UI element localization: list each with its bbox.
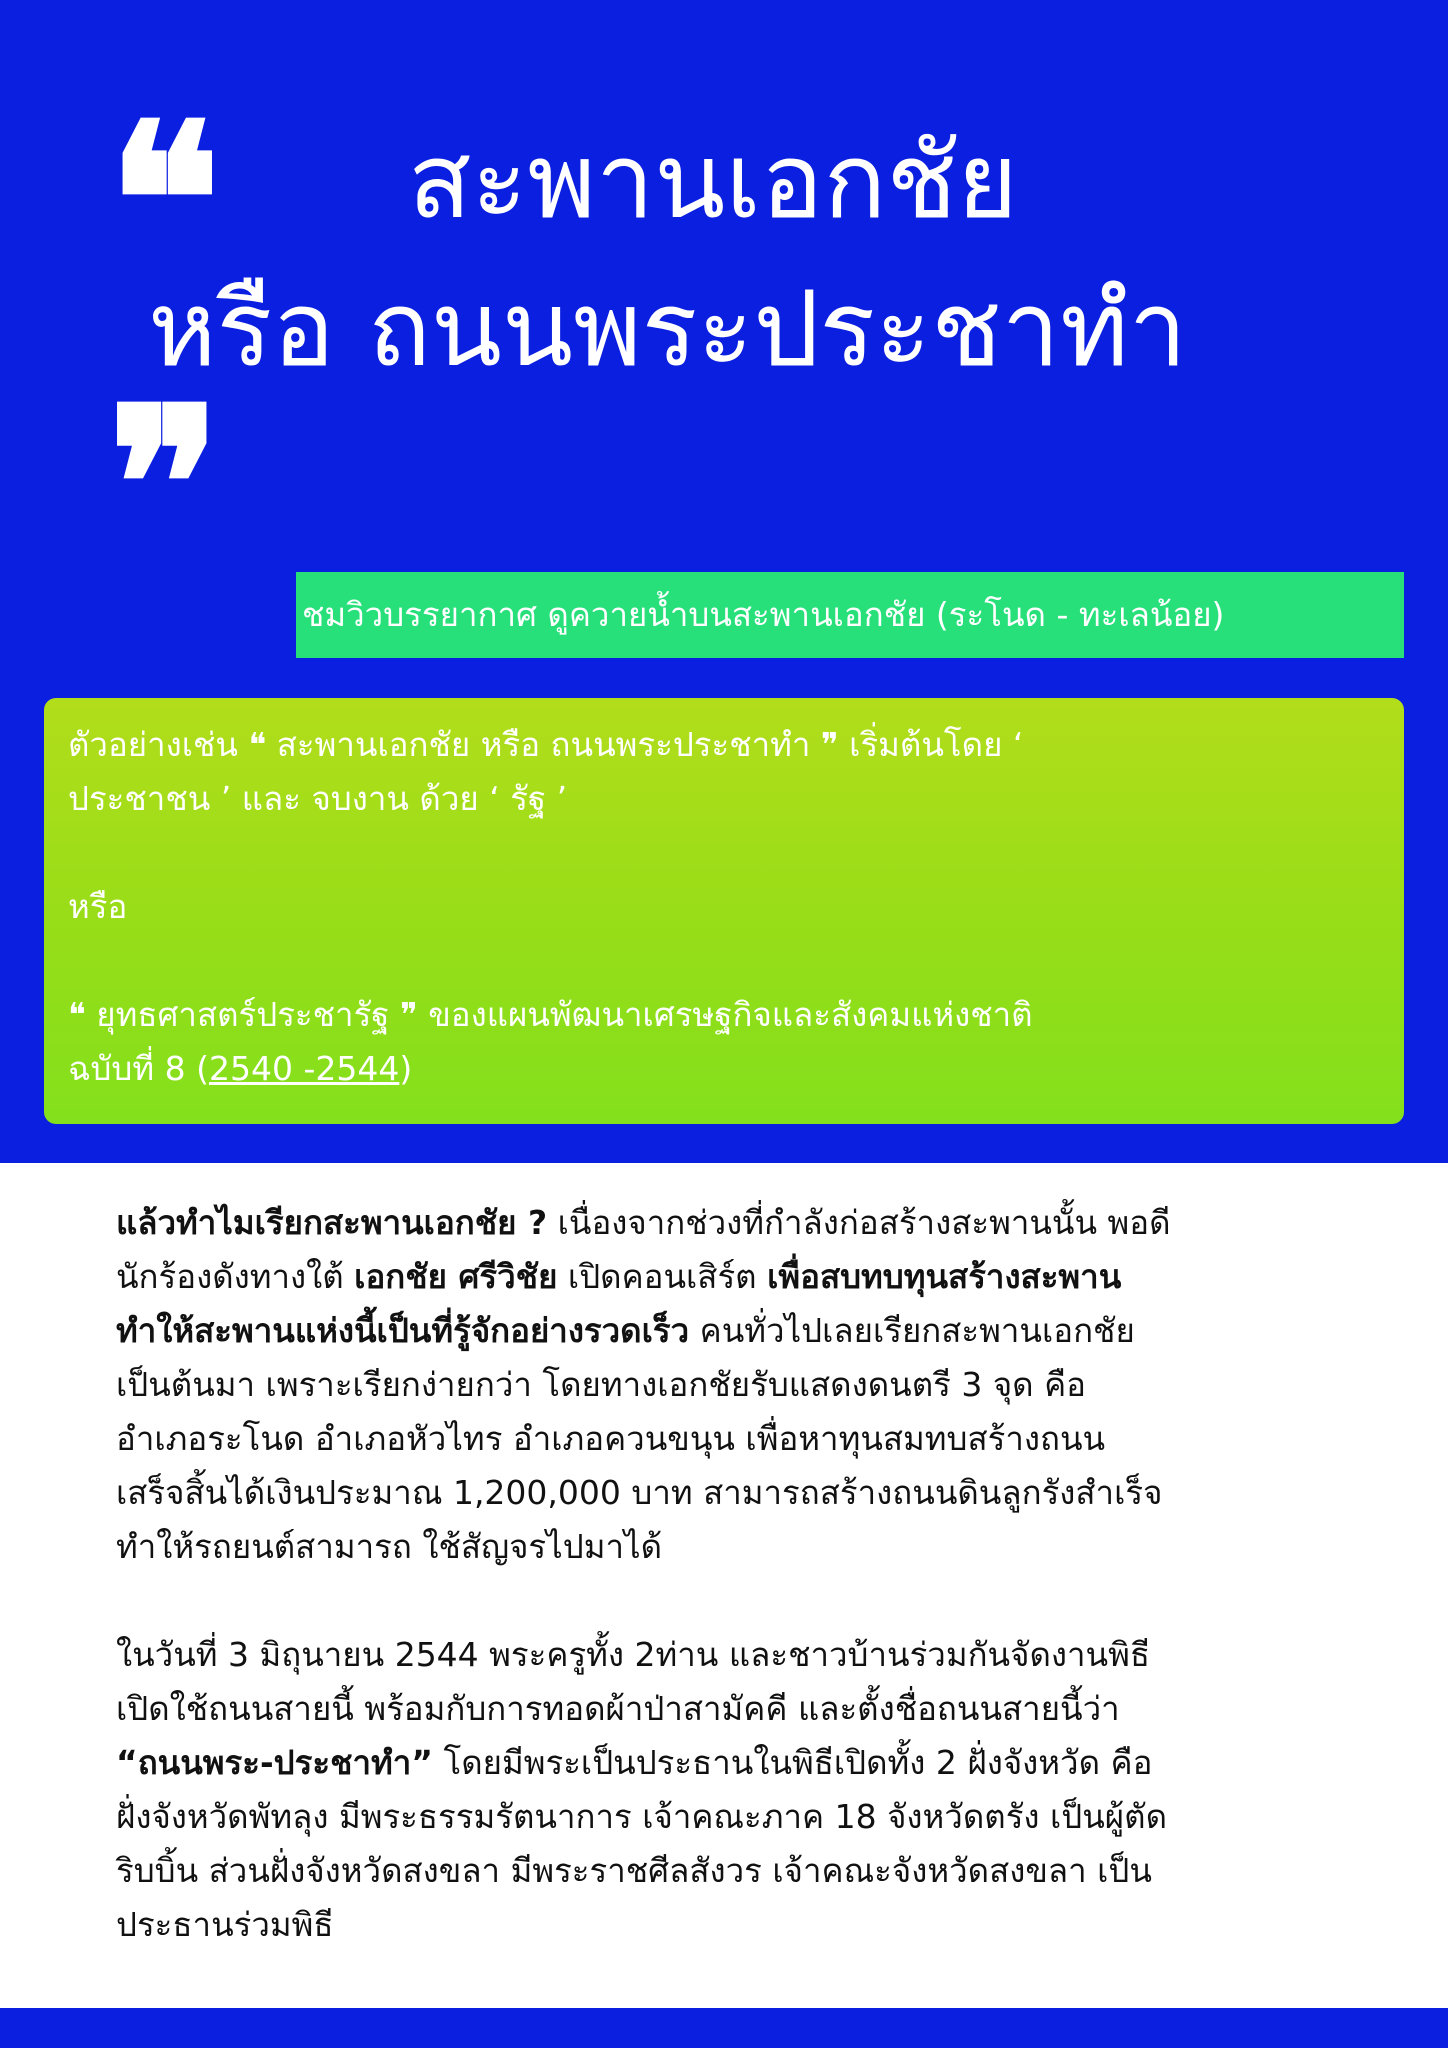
paragraph-line: เสร็จสิ้นได้เงินประมาณ 1,200,000 บาท สามารถสร้างถนนดินลูกรังสำเร็จ [116,1473,1163,1512]
paragraph-line: เปิดใช้ถนนสายนี้ พร้อมกับการทอดผ้าป่าสามัคคี และตั้งชื่อถนนสายนี้ว่า [116,1689,1120,1728]
example-line-5-suffix: ) [399,1049,413,1088]
road-name: “ถนนพระ-ประชาทำ” [116,1743,433,1782]
plan-years-link[interactable]: 2540 -2544 [208,1049,400,1088]
paragraph-line: เป็นต้นมา เพราะเรียกง่ายกว่า โดยทางเอกชัยรับแสดงดนตรี 3 จุด คือ [116,1365,1086,1404]
paragraph-line [116,1736,1366,1790]
example-line-3: หรือ [68,887,128,926]
text-span: นักร้องดังทางใต้ [116,1257,355,1296]
bold-span: ทำให้สะพานแห่งนี้เป็นที่รู้จักอย่างรวดเร็ว [116,1311,690,1350]
singer-name: เอกชัย ศรีวิชัย [354,1257,558,1296]
question-heading: แล้วทำไมเรียกสะพานเอกชัย ? [116,1203,548,1242]
example-line-5 [68,1042,1380,1096]
close-quote-mark: ❞ [108,361,221,608]
example-line-1: ตัวอย่างเช่น ❝ สะพานเอกชัย หรือ ถนนพระประชาทำ ❞ เริ่มต้นโดย ‘ [68,725,1024,764]
example-line-2: ประชาชน ’ และ จบงาน ด้วย ‘ รัฐ ’ [68,779,568,818]
example-box [44,698,1404,1124]
paragraph-line [116,1196,1366,1250]
paragraph-line: อำเภอระโนด อำเภอหัวไทร อำเภอควนขนุน เพื่อหาทุนสมทบสร้างถนน [116,1419,1106,1458]
paragraph-line: ประธานร่วมพิธี [116,1905,334,1944]
spacer [68,826,1380,880]
text-span: เปิดคอนเสิร์ต [557,1257,768,1296]
spacer [68,934,1380,988]
bold-span: เพื่อสบทบทุนสร้างสะพาน [767,1257,1122,1296]
text-span: คนทั่วไปเลยเรียกสะพานเอกชัย [689,1311,1135,1350]
paragraph-line: ฝั่งจังหวัดพัทลุง มีพระธรรมรัตนาการ เจ้าคณะภาค 18 จังหวัดตรัง เป็นผู้ตัด [116,1797,1168,1836]
page-title-line-1: สะพานเอกชัย [408,120,1018,242]
page-title-line-2: หรือ ถนนพระประชาทำ [148,268,1188,390]
paragraph-2 [116,1628,1366,1952]
paragraph-line [116,1304,1366,1358]
paragraph-line: ในวันที่ 3 มิถุนายน 2544 พระครูทั้ง 2ท่าน และชาวบ้านร่วมกันจัดงานพิธี [116,1635,1150,1674]
paragraph-line: ริบบิ้น ส่วนฝั่งจังหวัดสงขลา มีพระราชศีลสังวร เจ้าคณะจังหวัดสงขลา เป็น [116,1851,1152,1890]
article-body [116,1196,1366,2006]
bottom-bar [0,2008,1448,2048]
text-span: โดยมีพระเป็นประธานในพิธีเปิดทั้ง 2 ฝั่งจังหวัด คือ [432,1743,1153,1782]
paragraph-line: ทำให้รถยนต์สามารถ ใช้สัญจรไปมาได้ [116,1527,663,1566]
caption-banner: ชมวิวบรรยากาศ ดูควายน้ำบนสะพานเอกชัย (ระโนด - ทะเลน้อย) [296,572,1404,658]
example-line-5-prefix: ฉบับที่ 8 ( [68,1049,209,1088]
text-span: เนื่องจากช่วงที่กำลังก่อสร้างสะพานนั้น พอดี [547,1203,1171,1242]
example-line-4: ❝ ยุทธศาสตร์ประชารัฐ ❞ ของแผนพัฒนาเศรษฐกิจและสังคมแห่งชาติ [68,995,1033,1034]
open-quote-mark: ❝ [108,77,221,324]
paragraph-1 [116,1196,1366,1574]
paragraph-line [116,1250,1366,1304]
